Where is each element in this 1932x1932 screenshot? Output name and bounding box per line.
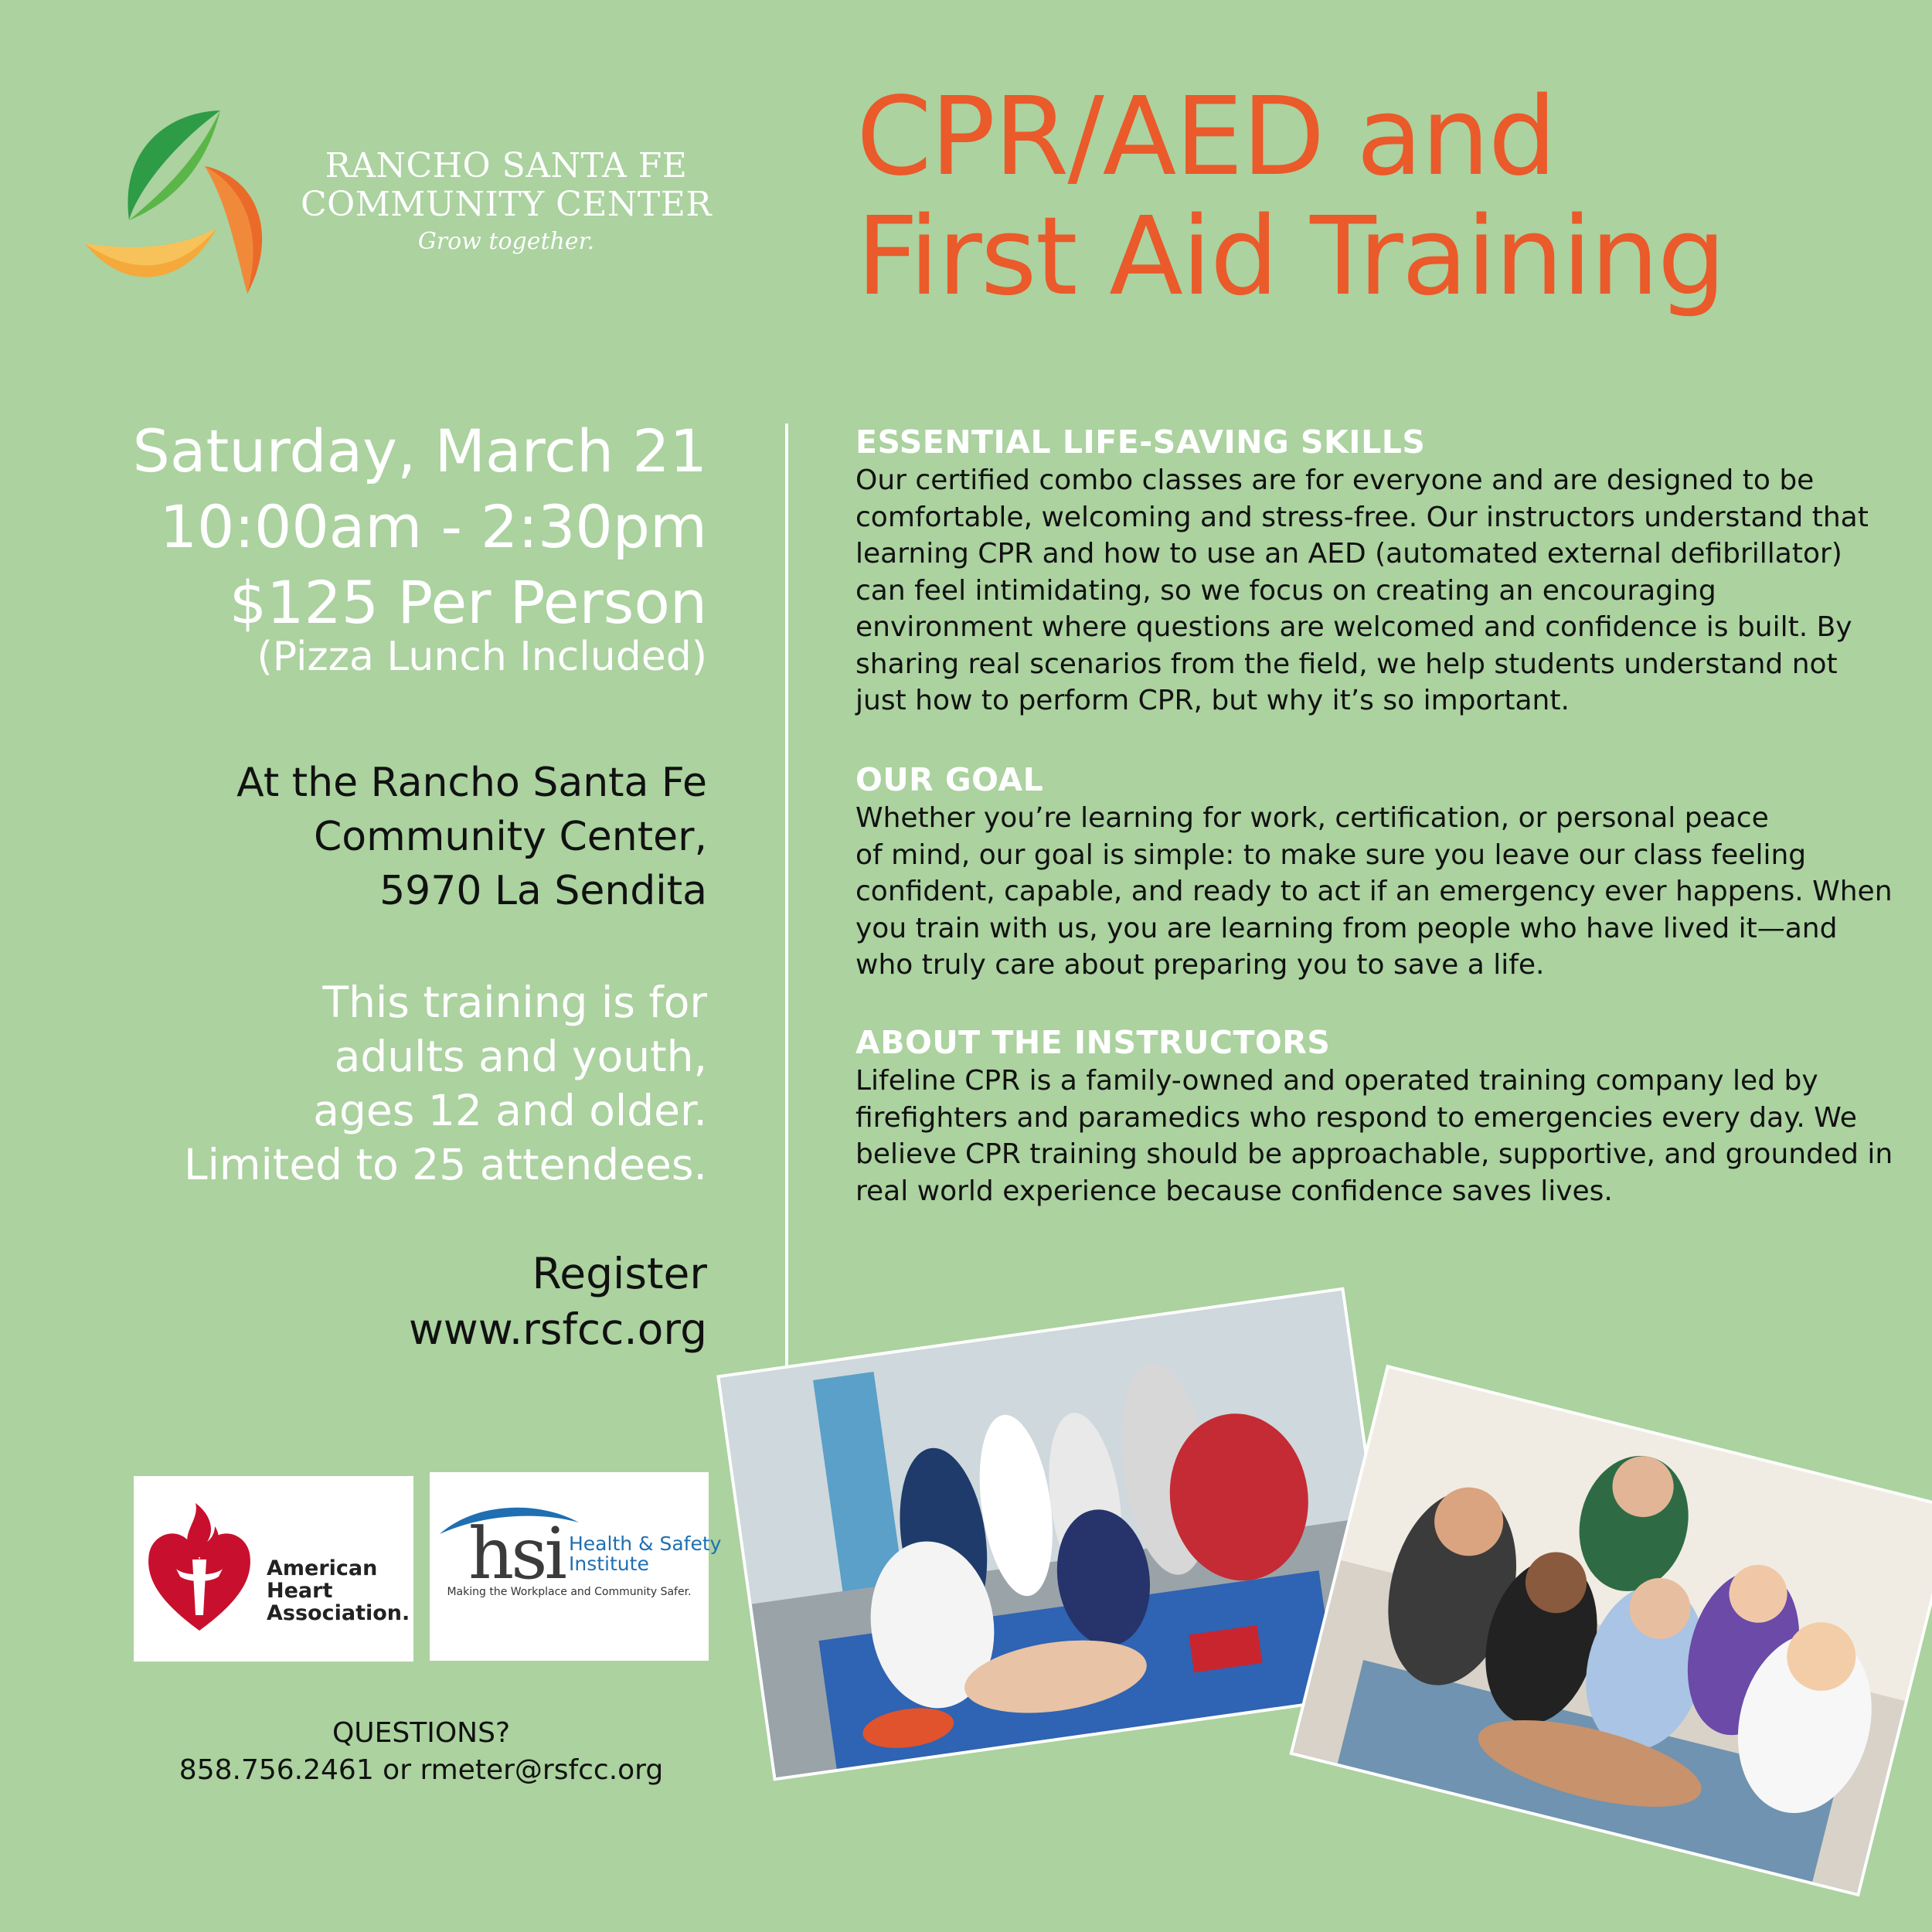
hsi-slogan: Making the Workplace and Community Safer. [447,1586,692,1598]
hsi-mark: hsi [468,1512,564,1595]
location-line2: Community Center, [313,814,707,860]
skills-line: comfortable, welcoming and stress-free. Our instructors understand that [855,501,1869,533]
register-label: Register [532,1249,707,1298]
goal-line: you train with us, you are learning from people who have lived it—and [855,912,1838,944]
aha-name-line3: Association. [267,1601,410,1625]
instructors-body [855,1063,1914,1209]
questions-label: QUESTIONS? [332,1717,511,1749]
aha-name [267,1557,413,1624]
questions-contact[interactable]: 858.756.2461 or rmeter@rsfcc.org [179,1754,664,1786]
hsi-name-line2: Institute [569,1553,649,1575]
audience-line2: adults and youth, [334,1032,707,1081]
skills-line: Our certified combo classes are for everyone and are designed to be [855,464,1815,496]
register-block [409,1246,707,1357]
hsi-name-line1: Health & Safety [569,1532,722,1555]
audience-line4: Limited to 25 attendees. [184,1140,707,1189]
skills-line: can feel intimidating, so we focus on creating an encouraging [855,574,1716,607]
goal-line: who truly care about preparing you to save a life. [855,949,1545,981]
goal-heading: OUR GOAL [855,761,1044,798]
skills-line: just how to perform CPR, but why it’s so important. [855,685,1570,716]
title-line1: CPR/AED and [856,74,1556,200]
event-date: Saturday, March 21 [132,417,707,485]
organization-tagline: Grow together. [417,228,595,255]
organization-name-line1: RANCHO SANTA FE [325,146,688,185]
skills-body [855,462,1914,719]
classroom-training-photo [716,1287,1401,1781]
register-url[interactable]: www.rsfcc.org [408,1304,707,1354]
skills-heading: ESSENTIAL LIFE-SAVING SKILLS [855,423,1426,461]
organization-name [294,147,719,224]
hsi-name [569,1534,721,1574]
audience-info [184,975,707,1192]
green-leaf-icon [128,111,220,220]
instructors-line: believe CPR training should be approachable, supportive, and grounded in [855,1138,1893,1170]
skills-line: environment where questions are welcomed and confidence is built. By [855,611,1852,643]
goal-line: of mind, our goal is simple: to make sure you leave our class feeling [855,838,1807,871]
hsi-logo [430,1472,722,1661]
event-time: 10:00am - 2:30pm [159,492,707,561]
goal-line: Whether you’re learning for work, certification, or personal peace [855,802,1769,834]
location [236,756,707,918]
leaf-logo-icon [81,104,290,305]
aha-name-line1: American [267,1556,378,1580]
instructors-line: real world experience because confidence saves lives. [855,1175,1613,1207]
lunch-note: (Pizza Lunch Included) [257,634,707,680]
title-line2: First Aid Training [856,194,1725,320]
skills-line: sharing real scenarios from the field, we help students understand not [855,648,1838,680]
location-line1: At the Rancho Santa Fe [236,760,707,806]
event-price: $125 Per Person [229,568,707,637]
location-line3: 5970 La Sendita [379,868,707,914]
column-divider [785,423,788,1386]
organization-name-line2: COMMUNITY CENTER [300,185,713,224]
heart-torch-icon [141,1499,257,1638]
audience-line3: ages 12 and older. [313,1086,707,1135]
goal-line: confident, capable, and ready to act if an emergency ever happens. When [855,876,1893,907]
instructors-heading: ABOUT THE INSTRUCTORS [855,1024,1331,1061]
audience-line1: This training is for [322,978,707,1027]
classroom-scene-icon [720,1291,1398,1777]
youth-scene-icon [1293,1369,1932,1893]
goal-body [855,800,1914,984]
skills-line: learning CPR and how to use an AED (automated external defibrillator) [855,538,1842,570]
page-title [856,74,1907,320]
instructors-line: firefighters and paramedics who respond to emergencies every day. We [855,1101,1857,1134]
instructors-line: Lifeline CPR is a family-owned and operated training company led by [855,1065,1818,1097]
aha-name-line2: Heart [267,1579,333,1603]
youth-training-photo [1289,1365,1932,1896]
